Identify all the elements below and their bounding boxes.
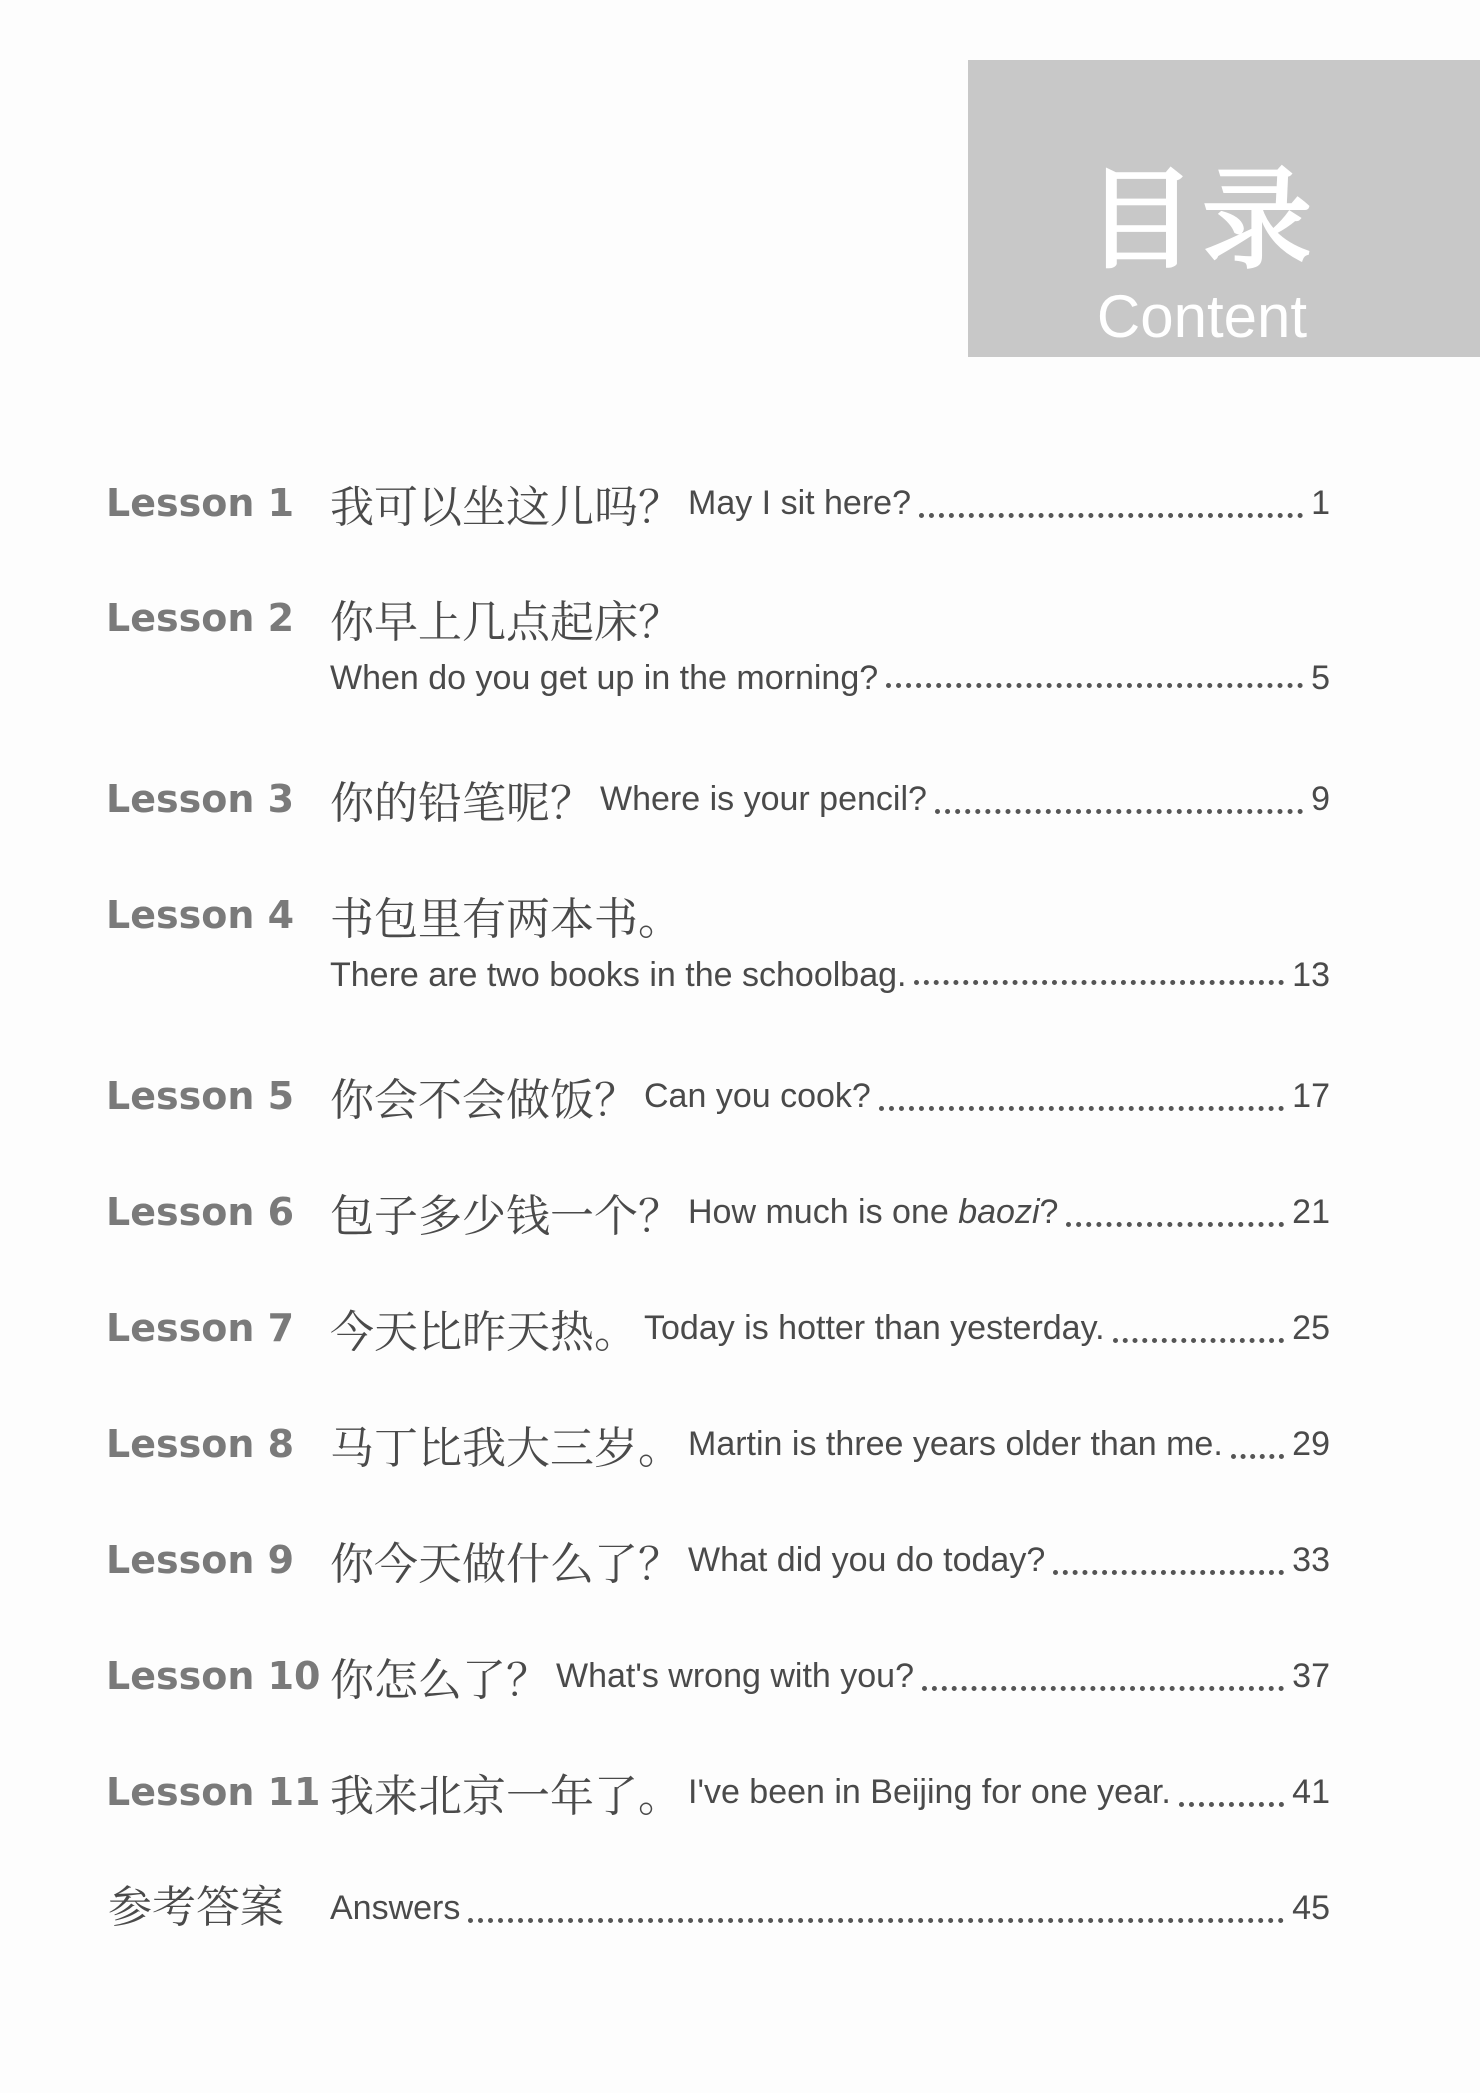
page-number: 13 bbox=[1292, 955, 1330, 994]
lesson-label: Lesson 10 bbox=[106, 1654, 321, 1698]
title-zh: 今天比昨天热。 bbox=[330, 1307, 638, 1358]
title-en bbox=[688, 1193, 1058, 1232]
entry-line bbox=[330, 1641, 1330, 1711]
leader-dots bbox=[468, 1918, 1284, 1923]
page-title: 目录 bbox=[1086, 156, 1318, 284]
title-en: May I sit here? bbox=[688, 483, 911, 522]
title-zh: 马丁比我大三岁。 bbox=[330, 1423, 682, 1474]
title-en: I've been in Beijing for one year. bbox=[688, 1772, 1171, 1811]
lesson-label: Lesson 6 bbox=[106, 1190, 295, 1234]
title-en: Today is hotter than yesterday. bbox=[644, 1308, 1105, 1347]
page-number: 9 bbox=[1311, 779, 1330, 818]
title-en: When do you get up in the morning? bbox=[330, 658, 879, 697]
title-zh: 你的铅笔呢？ bbox=[330, 778, 594, 829]
entry-line bbox=[330, 583, 1330, 653]
leader-dots bbox=[914, 980, 1284, 985]
page-number: 41 bbox=[1292, 1772, 1330, 1811]
leader-dots bbox=[879, 1106, 1284, 1111]
title-en: What's wrong with you? bbox=[556, 1656, 914, 1695]
page-number: 25 bbox=[1292, 1308, 1330, 1347]
page-number: 45 bbox=[1292, 1888, 1330, 1927]
lesson-label: Lesson 1 bbox=[106, 481, 295, 525]
leader-dots bbox=[1066, 1222, 1284, 1227]
title-zh: 你今天做什么了？ bbox=[330, 1539, 682, 1590]
title-en: Can you cook? bbox=[644, 1076, 871, 1115]
title-zh: 你怎么了？ bbox=[330, 1655, 550, 1706]
page-number: 21 bbox=[1292, 1192, 1330, 1231]
answers-label: 参考答案 bbox=[108, 1882, 284, 1933]
leader-dots bbox=[919, 513, 1303, 518]
entry-line bbox=[330, 1177, 1330, 1247]
leader-dots bbox=[1113, 1338, 1285, 1343]
page-number: 33 bbox=[1292, 1540, 1330, 1579]
entry-line bbox=[330, 880, 1330, 950]
lesson-label: Lesson 9 bbox=[106, 1538, 295, 1582]
title-en-post: ? bbox=[1039, 1192, 1059, 1231]
leader-dots bbox=[1231, 1454, 1284, 1459]
entry-line bbox=[330, 1757, 1330, 1827]
page-number: 5 bbox=[1311, 658, 1330, 697]
entry-line bbox=[330, 1293, 1330, 1363]
entry-line-2 bbox=[330, 945, 1330, 1005]
lesson-label: Lesson 7 bbox=[106, 1306, 295, 1350]
page-number: 17 bbox=[1292, 1076, 1330, 1115]
title-en-italic: baozi bbox=[958, 1192, 1040, 1231]
entry-line bbox=[330, 468, 1330, 538]
entry-line bbox=[330, 1061, 1330, 1131]
lesson-label: Lesson 5 bbox=[106, 1074, 295, 1118]
title-zh: 包子多少钱一个？ bbox=[330, 1191, 682, 1242]
lesson-label: Lesson 3 bbox=[106, 777, 295, 821]
leader-dots bbox=[1179, 1802, 1284, 1807]
entry-line bbox=[330, 1409, 1330, 1479]
title-en: Answers bbox=[330, 1888, 461, 1927]
page-number: 1 bbox=[1311, 483, 1330, 522]
title-en: Martin is three years older than me. bbox=[688, 1424, 1223, 1463]
title-en: What did you do today? bbox=[688, 1540, 1046, 1579]
title-zh: 书包里有两本书。 bbox=[330, 894, 682, 945]
title-zh: 我来北京一年了。 bbox=[330, 1771, 682, 1822]
entry-line bbox=[330, 1873, 1330, 1943]
lesson-label: Lesson 11 bbox=[106, 1770, 321, 1814]
page-number: 37 bbox=[1292, 1656, 1330, 1695]
title-en: Where is your pencil? bbox=[600, 779, 927, 818]
title-zh: 我可以坐这儿吗？ bbox=[330, 482, 682, 533]
title-zh: 你早上几点起床？ bbox=[330, 597, 682, 648]
lesson-label: Lesson 4 bbox=[106, 893, 295, 937]
title-en-pre: How much is one bbox=[688, 1192, 959, 1231]
lesson-label: Lesson 2 bbox=[106, 596, 295, 640]
entry-line-2 bbox=[330, 648, 1330, 708]
entry-line bbox=[330, 764, 1330, 834]
title-en: There are two books in the schoolbag. bbox=[330, 955, 907, 994]
leader-dots bbox=[1053, 1570, 1284, 1575]
page-number: 29 bbox=[1292, 1424, 1330, 1463]
entry-line bbox=[330, 1525, 1330, 1595]
lesson-label: Lesson 8 bbox=[106, 1422, 295, 1466]
leader-dots bbox=[935, 809, 1303, 814]
page-subtitle: Content bbox=[1096, 283, 1308, 350]
leader-dots bbox=[922, 1686, 1284, 1691]
title-zh: 你会不会做饭？ bbox=[330, 1075, 638, 1126]
leader-dots bbox=[886, 683, 1303, 688]
